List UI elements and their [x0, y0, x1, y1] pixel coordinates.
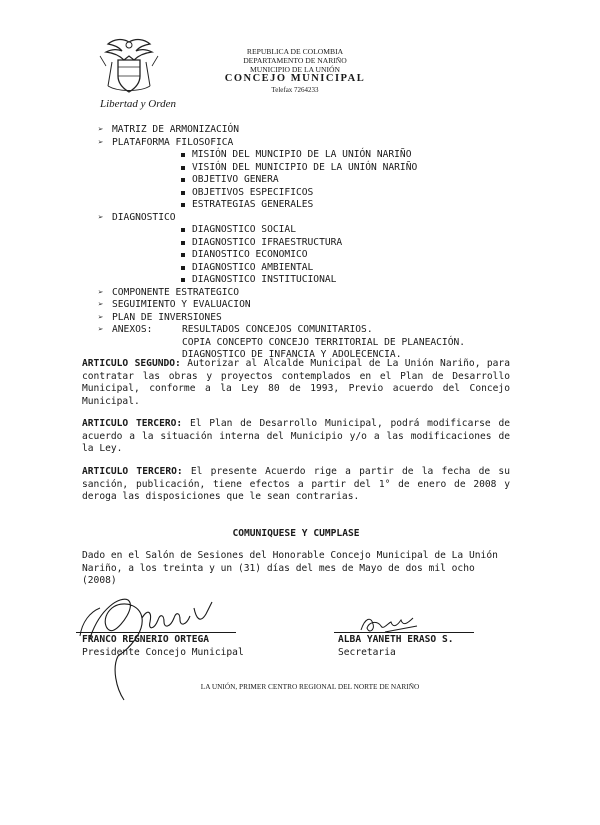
president-name: FRANCO REGNERIO ORTEGA: [82, 634, 210, 645]
arrow-icon: ➢: [98, 125, 104, 135]
outline-annexes: ➢ ANEXOS: RESULTADOS CONCEJOS COMUNITARIOS. COPIA CONCEPTO CONCEJO TERRITORIAL DE PLANEACIÓN. DIAGNOSTICO DE INFANCIA Y ADOLECENCIA.: [98, 324, 466, 360]
sub-list: [112, 149, 538, 212]
arrow-icon: ➢: [98, 300, 104, 310]
header-municipality: MUNICIPIO DE LA UNIÓN: [249, 65, 341, 74]
given-statement: Dado en el Salón de Sesiones del Honorable Concejo Municipal de La Unión Nariño, a los treinta y un (31) días del mes de Mayo de dos mil ocho (2008): [82, 550, 498, 586]
president-role: Presidente Concejo Municipal: [82, 647, 244, 658]
outline-item: ➢ PLATAFORMA FILOSOFICA MISIÓN DEL MUNCIPIO DE LA UNIÓN NARIÑO VISIÓN DEL MUNICIPIO DE LA UNIÓN NARIÑO OBJETIVO GENERA OBJETIVOS ESPECIFICOS ESTRATEGIAS GENERALES: [98, 137, 538, 212]
sub-item: ESTRATEGIAS GENERALES: [180, 199, 538, 212]
sub-item: DIAGNOSTICO INSTITUCIONAL: [180, 274, 538, 287]
sub-item: DIAGNOSTICO IFRAESTRUCTURA: [180, 237, 538, 250]
sub-list: [112, 224, 538, 287]
article-third-final: ARTICULO TERCERO: El presente Acuerdo rige a partir de la fecha de su sanción, publicación, tiene efectos a partir del 1° de enero de 2008 y deroga las disposiciones que le sean contrarias.: [82, 466, 510, 502]
header-phone: Telefax 7264233: [271, 86, 319, 94]
sub-item: MISIÓN DEL MUNCIPIO DE LA UNIÓN NARIÑO: [180, 149, 538, 162]
annex-line: DIAGNOSTICO DE INFANCIA Y ADOLECENCIA.: [182, 349, 402, 360]
arrow-icon: ➢: [98, 137, 104, 148]
outline-item: ➢ SEGUIMIENTO Y EVALUACION: [98, 299, 251, 310]
coat-of-arms-icon: [94, 36, 164, 98]
arrow-icon: ➢: [98, 312, 104, 323]
arrow-icon: ➢: [98, 287, 104, 298]
arrow-icon: ➢: [98, 325, 104, 335]
header-department: DEPARTAMENTO DE NARIÑO: [243, 56, 347, 65]
motto: Libertad y Orden: [100, 98, 176, 110]
sub-item: OBJETIVO GENERA: [180, 174, 538, 187]
annex-line: COPIA CONCEPTO CONCEJO TERRITORIAL DE PLANEACIÓN.: [182, 336, 466, 348]
sub-item: DIAGNOSTICO AMBIENTAL: [180, 262, 538, 275]
annex-line: RESULTADOS CONCEJOS COMUNITARIOS.: [182, 324, 373, 335]
secretary-role: Secretaria: [338, 647, 396, 658]
footer-motto: LA UNIÓN, PRIMER CENTRO REGIONAL DEL NORTE DE NARIÑO: [200, 682, 420, 691]
sub-item: DIAGNOSTICO SOCIAL: [180, 224, 538, 237]
article-third: ARTICULO TERCERO: El Plan de Desarrollo Municipal, podrá modificarse de acuerdo a la situación interna del Municipio y/o a las modificaciones de la Ley.: [82, 418, 510, 454]
secretary-name: ALBA YANETH ERASO S.: [338, 634, 454, 645]
sub-item: DIANOSTICO ECONOMICO: [180, 249, 538, 262]
article-second: ARTICULO SEGUNDO: Autorizar al Alcalde Municipal de La Unión Nariño, para contratar las obras y proyectos contemplados en el Plan de Desarrollo Municipal, conforme a la Ley 80 de 1993, Previo acuerdo del Concejo Municipal.: [82, 358, 510, 407]
header-council: CONCEJO MUNICIPAL: [224, 73, 366, 84]
signature-line: [334, 632, 474, 633]
outline-item: ➢ COMPONENTE ESTRATEGICO: [98, 286, 240, 298]
sub-item: OBJETIVOS ESPECIFICOS: [180, 187, 538, 200]
outline-item: ➢ MATRIZ DE ARMONIZACIÓN: [98, 124, 240, 135]
outline-item: ➢ DIAGNOSTICO DIAGNOSTICO SOCIAL DIAGNOSTICO IFRAESTRUCTURA DIANOSTICO ECONOMICO DIAGNOSTICO AMBIENTAL DIAGNOSTICO INSTITUCIONAL: [98, 212, 538, 287]
sub-item: VISIÓN DEL MUNICIPIO DE LA UNIÓN NARIÑO: [180, 162, 538, 175]
outline-item: ➢ PLAN DE INVERSIONES: [98, 311, 222, 323]
closing-title: COMUNIQUESE Y CUMPLASE: [232, 528, 360, 539]
arrow-icon: ➢: [98, 212, 104, 223]
header-republic: REPUBLICA DE COLOMBIA: [246, 47, 344, 56]
signature-line: [76, 632, 236, 633]
outline-list: [98, 124, 538, 362]
